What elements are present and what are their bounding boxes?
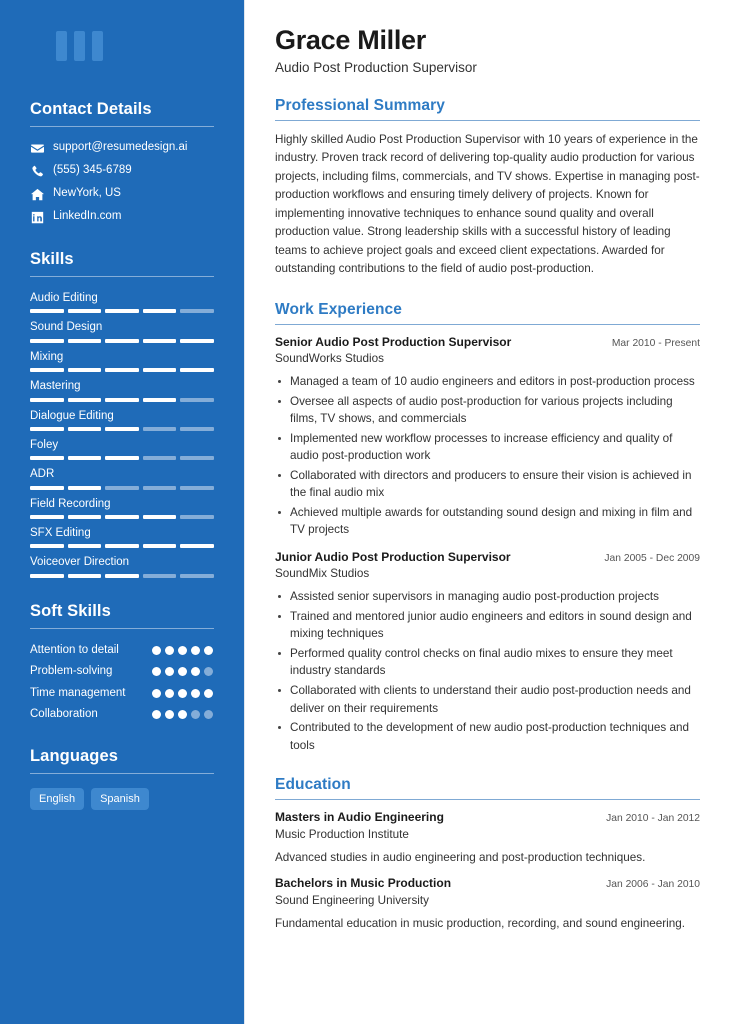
education-entry-degree: Masters in Audio Engineering [275, 810, 444, 825]
skill-label: Field Recording [30, 497, 111, 510]
education-entry-header [275, 876, 700, 892]
skill-level-segment [180, 339, 214, 343]
work-entry-title: Senior Audio Post Production Supervisor [275, 334, 512, 349]
work-experience-section [275, 301, 700, 755]
skill-level-segment [105, 339, 139, 343]
skill-level-bars [30, 574, 214, 578]
divider [30, 628, 214, 629]
skill-level-segment [105, 427, 139, 431]
skill-level-segment [180, 368, 214, 372]
contact-details-section [30, 100, 214, 224]
skill-label: Mixing [30, 350, 64, 363]
education-entry-school: Sound Engineering University [275, 893, 429, 907]
skill-label: Foley [30, 438, 59, 451]
contact-phone-value: (555) 345-6789 [53, 164, 132, 177]
skill-level-segment [180, 456, 214, 460]
skill-level-bars [30, 486, 214, 490]
education-entry-degree: Bachelors in Music Production [275, 876, 452, 891]
skill-level-segment [68, 427, 102, 431]
skills-section [30, 250, 214, 578]
soft-skill-level-dot [178, 646, 187, 655]
skill-level-segment [105, 515, 139, 519]
professional-summary-text: Highly skilled Audio Post Production Supervisor with 10 years of experience in the industry. Proven track record of delivering top-quality audio production for various projects, including films, commercials, and TV shows. Expertise in managing post-production workflows and ensuring timely delivery of projects. Known for implementing innovative techniques to enhance sound quality and overall production value. Strong leadership skills with a successful history of leading teams to achieve project goals and exceed client expectations. Awarded for outstanding contributions to the field of audio post-production. [275, 132, 700, 276]
soft-skill-row [30, 707, 214, 723]
skill-level-segment [180, 486, 214, 490]
skill-level-segment [30, 456, 64, 460]
work-entry [275, 335, 700, 539]
skill-level-segment [105, 368, 139, 372]
skill-level-segment [68, 368, 102, 372]
soft-skill-level-dot [204, 667, 213, 676]
contact-item-location[interactable] [30, 187, 214, 201]
skill-level-segment [180, 427, 214, 431]
skill-row [30, 438, 214, 460]
skill-level-segment [180, 574, 214, 578]
list-item: Collaborated with clients to understand their audio post-production needs and deliver on their requirements [275, 682, 700, 717]
skill-level-segment [68, 486, 102, 490]
skill-level-segment [105, 309, 139, 313]
skill-level-segment [30, 368, 64, 372]
skills-heading: Skills [30, 250, 74, 268]
work-experience-list [275, 335, 700, 755]
language-chip[interactable]: English [30, 788, 84, 810]
skill-label: Dialogue Editing [30, 409, 114, 422]
skill-level-segment [105, 574, 139, 578]
skill-row [30, 555, 214, 577]
education-entry-header [275, 810, 700, 826]
work-entry-date: Jan 2005 - Dec 2009 [604, 552, 700, 564]
skill-row [30, 350, 214, 372]
soft-skill-level-dot [178, 689, 187, 698]
education-heading: Education [275, 776, 351, 794]
skill-label: SFX Editing [30, 527, 91, 539]
skill-level-segment [68, 309, 102, 313]
education-entry-school: Music Production Institute [275, 827, 409, 841]
education-entry-description: Fundamental education in music production, recording, and sound engineering. [275, 916, 685, 930]
soft-skill-label: Collaboration [30, 708, 98, 721]
soft-skills-list [30, 643, 214, 723]
contact-linkedin-value: LinkedIn.com [53, 210, 122, 223]
list-item: Performed quality control checks on final audio mixes to ensure they meet industry standards [275, 645, 700, 680]
skill-row [30, 526, 214, 548]
linkedin-icon [30, 210, 44, 224]
soft-skill-level-dot [152, 646, 161, 655]
skill-level-segment [143, 427, 177, 431]
skill-level-segment [68, 398, 102, 402]
skill-level-segment [180, 515, 214, 519]
skill-level-segment [180, 544, 214, 548]
education-entry-date: Jan 2010 - Jan 2012 [606, 813, 700, 825]
soft-skill-level-dot [165, 710, 174, 719]
divider [275, 324, 700, 325]
list-item: Assisted senior supervisors in managing audio post-production projects [275, 588, 700, 606]
soft-skill-label: Time management [30, 686, 126, 699]
skill-level-segment [105, 456, 139, 460]
soft-skill-level-dots [152, 664, 214, 676]
job-role-subtitle: Audio Post Production Supervisor [275, 59, 477, 75]
languages-list [30, 788, 214, 810]
work-entry-header [275, 550, 700, 566]
skill-level-segment [30, 574, 64, 578]
skill-level-segment [30, 398, 64, 402]
languages-section [30, 747, 214, 810]
contact-item-phone[interactable] [30, 164, 214, 178]
contact-item-email[interactable] [30, 141, 214, 155]
list-item: Oversee all aspects of audio post-production for various projects including films, TV shows, and commercials [275, 393, 700, 428]
soft-skill-row [30, 664, 214, 680]
skill-row [30, 467, 214, 489]
contact-details-heading: Contact Details [30, 100, 152, 118]
skill-level-segment [30, 339, 64, 343]
language-chip[interactable]: Spanish [91, 788, 149, 810]
skill-row [30, 320, 214, 342]
skill-level-segment [68, 574, 102, 578]
skill-level-bars [30, 456, 214, 460]
three-bars-logo-icon [30, 30, 214, 62]
skill-level-segment [30, 427, 64, 431]
skill-row [30, 409, 214, 431]
soft-skill-level-dots [152, 643, 214, 655]
soft-skill-level-dot [152, 689, 161, 698]
soft-skill-level-dot [191, 667, 200, 676]
work-entry-company: SoundMix Studios [275, 567, 370, 581]
contact-email-value: support@resumedesign.ai [53, 141, 188, 154]
skill-level-bars [30, 544, 214, 548]
list-item: Contributed to the development of new audio post-production techniques and tools [275, 719, 700, 754]
soft-skill-level-dot [191, 710, 200, 719]
education-entry [275, 876, 700, 932]
languages-heading: Languages [30, 746, 119, 765]
soft-skill-level-dots [152, 707, 214, 719]
resume-header [275, 26, 700, 75]
contact-item-linkedin[interactable] [30, 210, 214, 224]
skill-level-segment [180, 398, 214, 402]
skill-level-segment [68, 544, 102, 548]
skill-label: Sound Design [30, 321, 103, 334]
skill-level-bars [30, 515, 214, 519]
soft-skill-level-dot [191, 689, 200, 698]
skill-label: Audio Editing [30, 292, 98, 304]
skill-label: Mastering [30, 380, 81, 393]
skills-list [30, 291, 214, 578]
work-entry-date: Mar 2010 - Present [611, 337, 700, 349]
skill-level-bars [30, 368, 214, 372]
professional-summary-heading: Professional Summary [275, 96, 445, 114]
education-list [275, 810, 700, 932]
contact-list [30, 141, 214, 224]
professional-summary-section [275, 97, 700, 279]
education-entry-date: Jan 2006 - Jan 2010 [606, 879, 700, 891]
skill-level-segment [68, 339, 102, 343]
list-item: Achieved multiple awards for outstanding sound design and mixing in film and TV projects [275, 504, 700, 539]
soft-skill-label: Problem-solving [30, 665, 113, 678]
work-experience-heading: Work Experience [275, 300, 402, 318]
divider [30, 276, 214, 277]
work-entry-bullets [275, 588, 700, 754]
page-title: Grace Miller [275, 25, 426, 55]
skill-level-segment [30, 486, 64, 490]
phone-icon [30, 164, 44, 178]
soft-skill-level-dot [204, 710, 213, 719]
list-item: Implemented new workflow processes to increase efficiency and quality of audio post-production work [275, 430, 700, 465]
envelope-icon [30, 141, 44, 155]
education-entry [275, 810, 700, 866]
skill-label: Voiceover Direction [30, 556, 130, 569]
skill-row [30, 379, 214, 401]
soft-skill-level-dot [152, 667, 161, 676]
work-entry-company: SoundWorks Studios [275, 352, 384, 366]
skill-level-segment [143, 486, 177, 490]
work-entry-title: Junior Audio Post Production Supervisor [275, 549, 511, 564]
skill-level-segment [143, 309, 177, 313]
work-entry-bullets [275, 373, 700, 539]
education-section [275, 776, 700, 932]
skill-level-segment [30, 515, 64, 519]
soft-skill-level-dot [165, 689, 174, 698]
skill-level-bars [30, 427, 214, 431]
skill-level-segment [68, 456, 102, 460]
skill-level-segment [143, 544, 177, 548]
list-item: Managed a team of 10 audio engineers and editors in post-production process [275, 373, 700, 391]
soft-skill-level-dot [165, 667, 174, 676]
soft-skills-heading: Soft Skills [30, 601, 111, 620]
skill-level-segment [143, 515, 177, 519]
contact-location-value: NewYork, US [53, 187, 121, 200]
divider [30, 126, 214, 127]
skill-level-segment [143, 339, 177, 343]
soft-skill-row [30, 686, 214, 702]
soft-skill-level-dot [152, 710, 161, 719]
skill-level-segment [68, 515, 102, 519]
soft-skill-level-dot [178, 667, 187, 676]
soft-skill-level-dot [191, 646, 200, 655]
skill-level-segment [143, 368, 177, 372]
education-entry-description: Advanced studies in audio engineering and post-production techniques. [275, 850, 646, 864]
skill-level-segment [105, 398, 139, 402]
skill-level-bars [30, 309, 214, 313]
work-entry-header [275, 335, 700, 351]
skill-level-segment [143, 398, 177, 402]
list-item: Trained and mentored junior audio engineers and editors in sound design and mixing techniques [275, 608, 700, 643]
skill-level-segment [30, 544, 64, 548]
soft-skill-level-dots [152, 686, 214, 698]
work-entry [275, 550, 700, 754]
soft-skill-row [30, 643, 214, 659]
soft-skill-level-dot [204, 646, 213, 655]
soft-skill-label: Attention to detail [30, 643, 119, 656]
list-item: Collaborated with directors and producers to ensure their vision is achieved in the final audio mix [275, 467, 700, 502]
divider [30, 773, 214, 774]
skill-level-bars [30, 398, 214, 402]
skill-level-segment [30, 309, 64, 313]
soft-skills-section [30, 602, 214, 723]
skill-level-segment [143, 456, 177, 460]
skill-row [30, 291, 214, 313]
skill-level-segment [180, 309, 214, 313]
skill-level-segment [143, 574, 177, 578]
soft-skill-level-dot [204, 689, 213, 698]
sidebar [0, 0, 245, 1024]
divider [275, 799, 700, 800]
skill-label: ADR [30, 468, 55, 481]
skill-level-segment [105, 486, 139, 490]
soft-skill-level-dot [165, 646, 174, 655]
soft-skill-level-dot [178, 710, 187, 719]
skill-level-segment [105, 544, 139, 548]
divider [275, 120, 700, 121]
main-content [245, 0, 730, 1024]
skill-level-bars [30, 339, 214, 343]
skill-row [30, 497, 214, 519]
home-icon [30, 187, 44, 201]
